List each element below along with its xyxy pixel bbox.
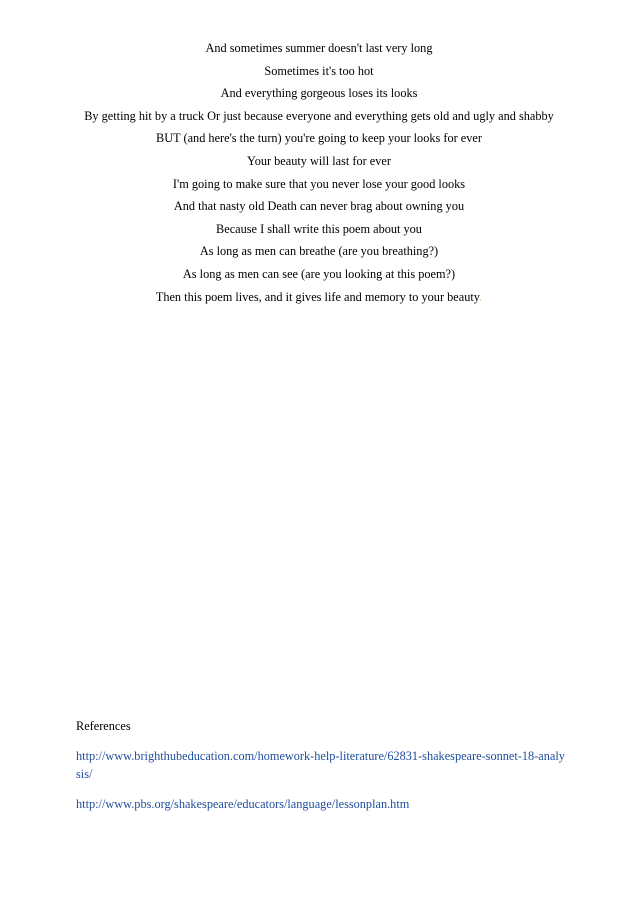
poem-line-last: [76, 286, 562, 309]
poem-line: Because I shall write this poem about you: [216, 221, 422, 236]
poem-line: Sometimes it's too hot: [264, 63, 374, 78]
poem-line: As long as men can see (are you looking at this poem?): [182, 266, 456, 281]
references-heading: References: [76, 719, 131, 733]
poem-line: As long as men can breathe (are you breathing?): [199, 244, 439, 259]
poem-line: And everything gorgeous loses its looks: [220, 86, 418, 101]
poem-line-last-text: Then this poem lives, and it gives life and memory to your beauty: [155, 289, 480, 304]
references-section: [76, 717, 566, 813]
poem-line: I'm going to make sure that you never lose your good looks: [172, 176, 466, 191]
poem-line: And sometimes summer doesn't last very long: [205, 41, 433, 55]
reference-link-pbs[interactable]: http://www.pbs.org/shakespeare/educators/language/lessonplan.htm: [76, 797, 410, 811]
poem-line: Your beauty will last for ever: [247, 153, 391, 168]
reference-link-brighthub[interactable]: http://www.brighthubeducation.com/homework-help-literature/62831-shakespeare-sonnet-18-analysis/: [76, 749, 565, 781]
poem-line: BUT (and here's the turn) you're going to keep your looks for ever: [156, 131, 482, 146]
poem-line: By getting hit by a truck Or just because everyone and everything gets old and ugly and shabby: [84, 108, 554, 123]
poem-text: [76, 37, 562, 308]
poem-final-period: .: [479, 289, 483, 304]
poem-line: And that nasty old Death can never brag about owning you: [173, 199, 465, 214]
